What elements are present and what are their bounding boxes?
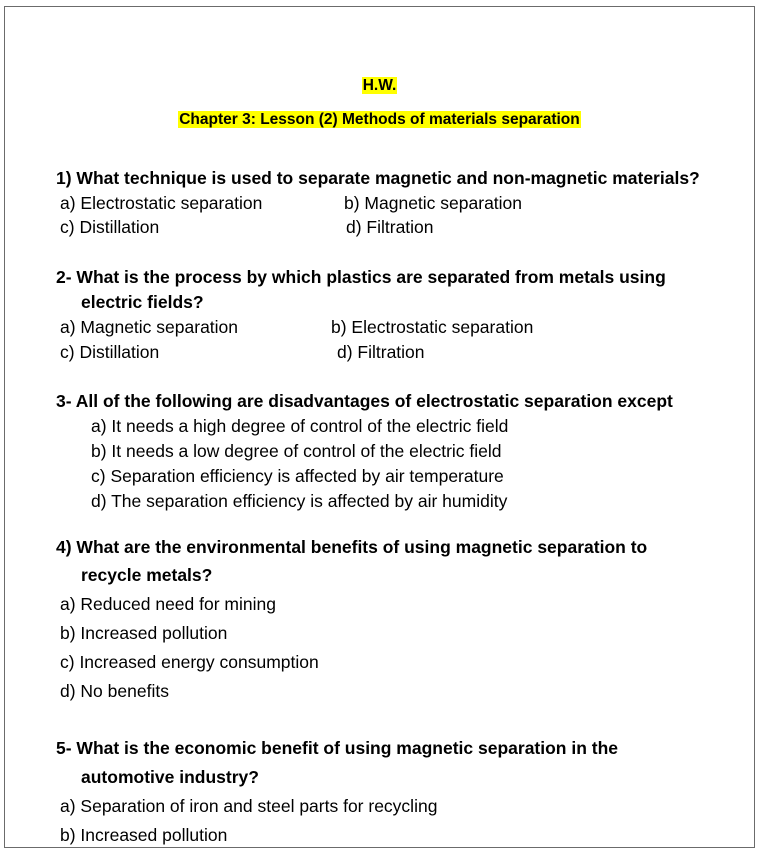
q2-option-a: a) Magnetic separation xyxy=(60,317,239,337)
question-4-line-1: 4) What are the environmental benefits of using magnetic separation to xyxy=(56,537,648,557)
question-2-line-2: electric fields? xyxy=(81,292,204,312)
q2-option-b: b) Electrostatic separation xyxy=(331,317,534,337)
q2-option-c: c) Distillation xyxy=(60,342,160,362)
chapter-label: Chapter 3: Lesson (2) Methods of materials separation xyxy=(179,111,580,128)
q5-option-b: b) Increased pollution xyxy=(60,825,228,845)
question-5-line-2: automotive industry? xyxy=(81,767,259,787)
q4-option-d: d) No benefits xyxy=(60,681,169,701)
q2-option-d: d) Filtration xyxy=(337,342,425,362)
hw-label: H.W. xyxy=(362,77,397,94)
question-5-line-1: 5- What is the economic benefit of using magnetic separation in the xyxy=(56,738,619,758)
q1-option-a: a) Electrostatic separation xyxy=(60,193,263,213)
q3-option-c: c) Separation efficiency is affected by air temperature xyxy=(91,466,504,486)
q3-option-b: b) It needs a low degree of control of the electric field xyxy=(91,441,502,461)
q4-option-b: b) Increased pollution xyxy=(60,623,228,643)
hw-title xyxy=(5,73,754,97)
document-page xyxy=(4,6,755,848)
q3-option-d: d) The separation efficiency is affected by air humidity xyxy=(91,491,508,511)
q5-option-a: a) Separation of iron and steel parts for recycling xyxy=(60,796,438,816)
q4-option-a: a) Reduced need for mining xyxy=(60,594,276,614)
q1-option-c: c) Distillation xyxy=(60,217,160,237)
q1-option-b: b) Magnetic separation xyxy=(344,193,523,213)
question-1: 1) What technique is used to separate magnetic and non-magnetic materials? xyxy=(56,168,700,188)
question-2-line-1: 2- What is the process by which plastics are separated from metals using xyxy=(56,267,666,287)
q3-option-a: a) It needs a high degree of control of the electric field xyxy=(91,416,509,436)
question-3: 3- All of the following are disadvantages of electrostatic separation except xyxy=(56,391,673,411)
chapter-title xyxy=(5,107,754,131)
q4-option-c: c) Increased energy consumption xyxy=(60,652,319,672)
q1-option-d: d) Filtration xyxy=(346,217,434,237)
question-4-line-2: recycle metals? xyxy=(81,565,213,585)
